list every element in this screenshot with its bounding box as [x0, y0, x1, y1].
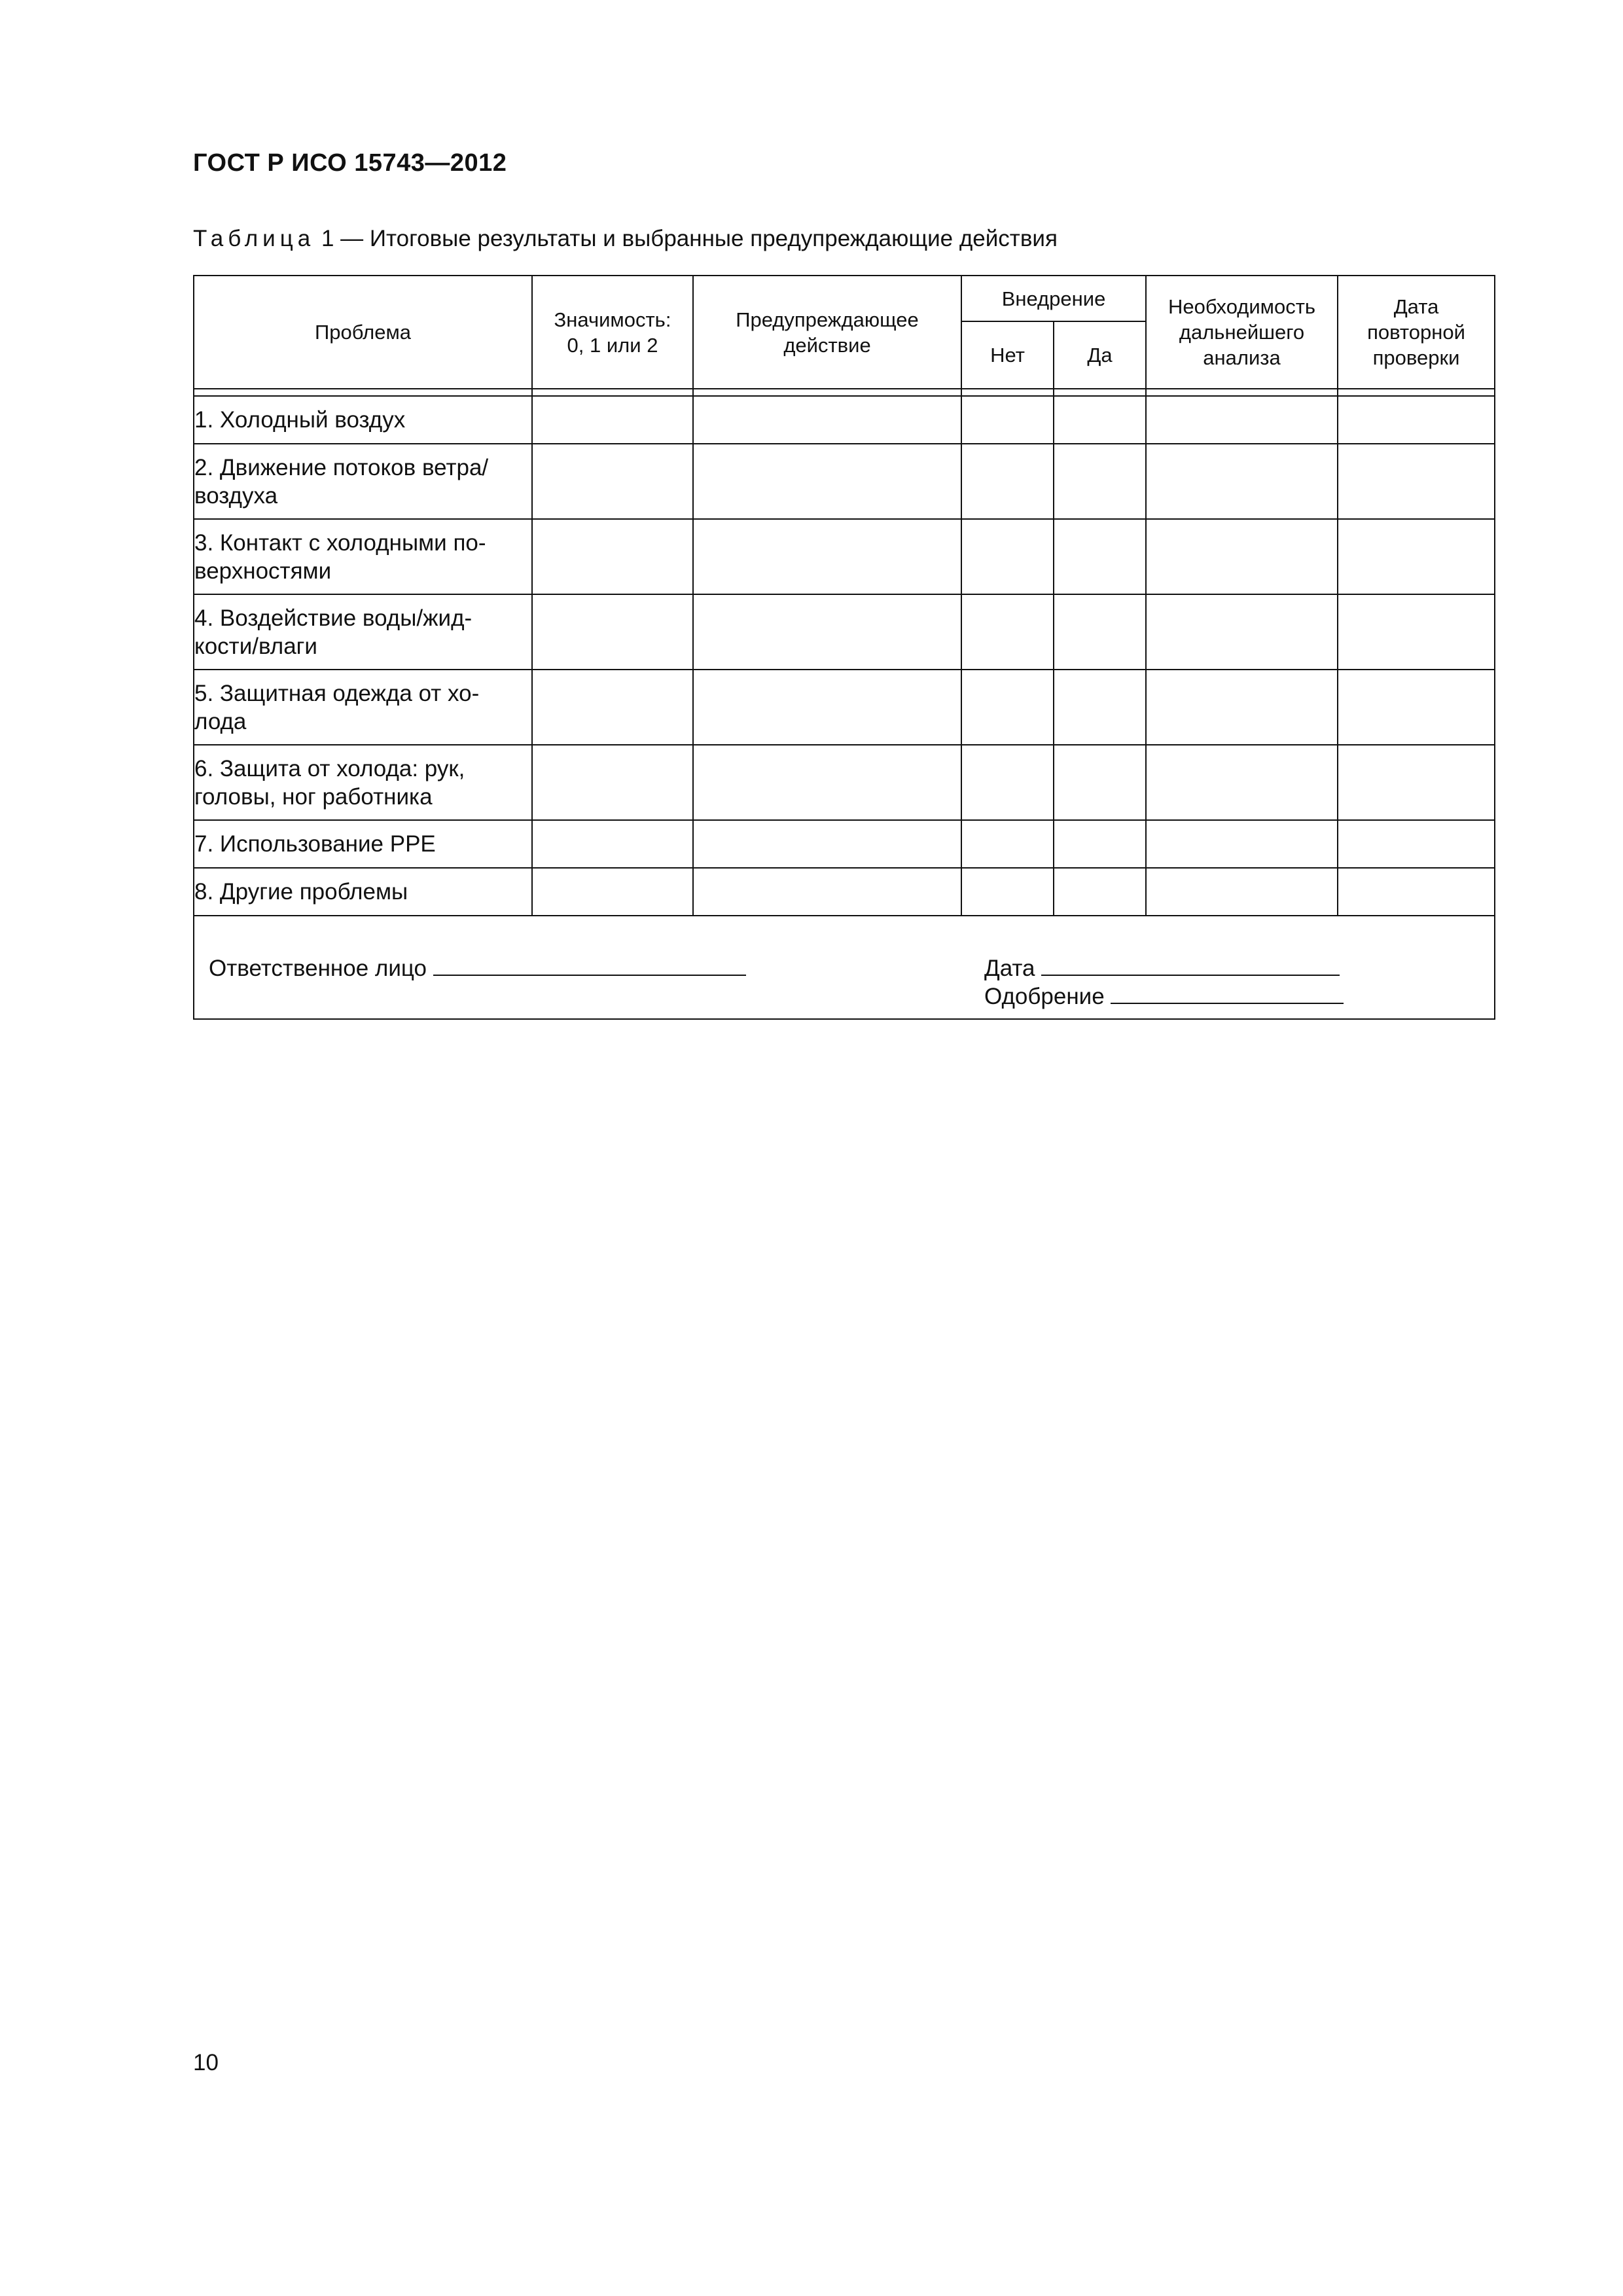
yes-cell[interactable]	[1054, 519, 1146, 594]
table-row	[194, 670, 1495, 745]
review-date-cell[interactable]	[1338, 519, 1495, 594]
problem-cell: 7. Использование PPE	[194, 820, 532, 868]
table-row	[194, 594, 1495, 670]
caption-text: 1 — Итоговые результаты и выбранные предупреждающие действия	[315, 226, 1058, 251]
analysis-cell[interactable]	[1146, 444, 1338, 519]
review-date-cell[interactable]	[1338, 594, 1495, 670]
analysis-cell[interactable]	[1146, 868, 1338, 916]
document-header: ГОСТ Р ИСО 15743—2012	[193, 149, 507, 177]
action-cell[interactable]	[693, 444, 961, 519]
responsible-label: Ответственное лицо	[209, 956, 427, 981]
problem-cell: 8. Другие проблемы	[194, 868, 532, 916]
no-cell[interactable]	[961, 670, 1054, 745]
yes-cell[interactable]	[1054, 444, 1146, 519]
review-date-cell[interactable]	[1338, 670, 1495, 745]
page-number: 10	[193, 2050, 219, 2075]
analysis-cell[interactable]	[1146, 519, 1338, 594]
action-cell[interactable]	[693, 396, 961, 444]
action-cell[interactable]	[693, 868, 961, 916]
approval-line[interactable]	[1111, 983, 1344, 1004]
significance-cell[interactable]	[532, 745, 693, 820]
responsible-person	[209, 954, 746, 982]
table-row	[194, 396, 1495, 444]
problem-cell: 1. Холодный воздух	[194, 396, 532, 444]
header-preventive-action: Предупреждающее действие	[693, 276, 961, 389]
header-significance: Значимость: 0, 1 или 2	[532, 276, 693, 389]
no-cell[interactable]	[961, 396, 1054, 444]
table-row	[194, 444, 1495, 519]
analysis-cell[interactable]	[1146, 820, 1338, 868]
significance-cell[interactable]	[532, 444, 693, 519]
action-cell[interactable]	[693, 670, 961, 745]
date-line[interactable]	[1041, 955, 1340, 976]
action-cell[interactable]	[693, 820, 961, 868]
no-cell[interactable]	[961, 820, 1054, 868]
header-no: Нет	[961, 321, 1054, 389]
significance-cell[interactable]	[532, 396, 693, 444]
results-table	[193, 275, 1495, 1020]
yes-cell[interactable]	[1054, 594, 1146, 670]
review-date-cell[interactable]	[1338, 396, 1495, 444]
problem-cell: 2. Движение потоков ветра/ воздуха	[194, 444, 532, 519]
header-review-date: Дата повторной проверки	[1338, 276, 1495, 389]
problem-cell: 6. Защита от холода: рук, головы, ног работника	[194, 745, 532, 820]
problem-cell: 3. Контакт с холодными по- верхностями	[194, 519, 532, 594]
yes-cell[interactable]	[1054, 868, 1146, 916]
header-implementation: Внедрение	[961, 276, 1146, 321]
table-row	[194, 868, 1495, 916]
no-cell[interactable]	[961, 745, 1054, 820]
analysis-cell[interactable]	[1146, 594, 1338, 670]
date-label: Дата	[984, 956, 1035, 981]
signature-row	[194, 916, 1495, 1019]
header-problem: Проблема	[194, 276, 532, 389]
analysis-cell[interactable]	[1146, 396, 1338, 444]
action-cell[interactable]	[693, 745, 961, 820]
significance-cell[interactable]	[532, 670, 693, 745]
approval-label: Одобрение	[984, 984, 1105, 1009]
responsible-signature-line[interactable]	[433, 955, 746, 976]
problem-cell: 5. Защитная одежда от хо- лода	[194, 670, 532, 745]
table-row	[194, 519, 1495, 594]
table-row	[194, 745, 1495, 820]
header-further-analysis: Необходимость дальнейшего анализа	[1146, 276, 1338, 389]
header-yes: Да	[1054, 321, 1146, 389]
significance-cell[interactable]	[532, 820, 693, 868]
table-row	[194, 820, 1495, 868]
no-cell[interactable]	[961, 519, 1054, 594]
signature-cell	[194, 916, 1495, 1019]
no-cell[interactable]	[961, 444, 1054, 519]
header-separator	[194, 389, 1495, 396]
table-caption	[193, 226, 1058, 252]
yes-cell[interactable]	[1054, 745, 1146, 820]
review-date-cell[interactable]	[1338, 745, 1495, 820]
yes-cell[interactable]	[1054, 396, 1146, 444]
action-cell[interactable]	[693, 594, 961, 670]
significance-cell[interactable]	[532, 519, 693, 594]
significance-cell[interactable]	[532, 868, 693, 916]
action-cell[interactable]	[693, 519, 961, 594]
review-date-cell[interactable]	[1338, 820, 1495, 868]
yes-cell[interactable]	[1054, 670, 1146, 745]
analysis-cell[interactable]	[1146, 745, 1338, 820]
no-cell[interactable]	[961, 868, 1054, 916]
significance-cell[interactable]	[532, 594, 693, 670]
date-approval-block	[984, 954, 1344, 1011]
problem-cell: 4. Воздействие воды/жид- кости/влаги	[194, 594, 532, 670]
yes-cell[interactable]	[1054, 820, 1146, 868]
review-date-cell[interactable]	[1338, 868, 1495, 916]
review-date-cell[interactable]	[1338, 444, 1495, 519]
analysis-cell[interactable]	[1146, 670, 1338, 745]
no-cell[interactable]	[961, 594, 1054, 670]
caption-word: Таблица	[193, 226, 315, 251]
